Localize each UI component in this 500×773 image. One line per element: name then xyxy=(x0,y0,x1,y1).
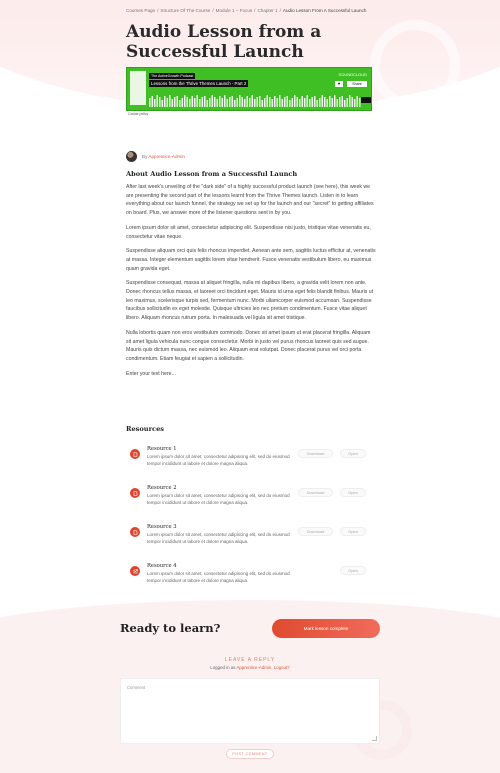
open-button[interactable]: Open xyxy=(340,449,366,458)
ready-heading: Ready to learn? xyxy=(120,621,221,635)
article-paragraph: Nulla lobortis quam non eros vestibulum commodo. Donec sit amet ipsum ut erat placerat fringilla. Aliquam sit amet ligula vehicula nunc congue consectetur. Morbi in justo vel purus rhoncus laoreet quis sed augue. Mauris quis dictum massa, nec euismod leo. Aliquam erat volutpat. Donec placerat purus vel orci porta condimentum. Etiam feugiat et sapien a sollicitudin. xyxy=(126,329,371,362)
soundcloud-player[interactable] xyxy=(126,67,372,116)
logout-link[interactable]: Logout? xyxy=(273,665,290,670)
resources-heading: Resources xyxy=(126,425,164,433)
resource-item xyxy=(126,523,376,562)
open-button[interactable]: Open xyxy=(340,488,366,497)
breadcrumb-current: Audio Lesson From A Successful Launch xyxy=(282,8,367,13)
avatar xyxy=(126,151,137,162)
document-icon xyxy=(130,488,140,498)
breadcrumb-separator: / xyxy=(212,8,214,13)
resource-description: Lorem ipsum dolor sit amet, consectetur adipiscing elit, sed do eiusmod tempor incididunt ut labore et dolore magna aliqua. xyxy=(147,571,290,583)
resource-description: Lorem ipsum dolor sit amet, consectetur adipiscing elit, sed do eiusmod tempor incididunt ut labore et dolore magna aliqua. xyxy=(147,493,290,505)
post-comment-button[interactable]: POST COMMENT xyxy=(226,749,274,759)
article-heading: About Audio Lesson from a Successful Launch xyxy=(126,170,298,178)
breadcrumb-link[interactable]: Structure Of The Course xyxy=(160,8,211,13)
resource-description: Lorem ipsum dolor sit amet, consectetur adipiscing elit, sed do eiusmod tempor incididunt ut labore et dolore magna aliqua. xyxy=(147,532,290,544)
resources-section xyxy=(126,425,376,601)
open-button[interactable]: Open xyxy=(340,527,366,536)
logged-prefix: Logged in as xyxy=(210,665,236,670)
article-paragraph: After last week's unveiling of the "dark side" of a highly successful product launch (see here), this week we are presenting the second part of the lessons learnt from the Thrive Themes launch. Listen in to learn everything about our launch funnel, the strategy we set up for the launch and our "secret" to getting affiliates on board. Plus, we answer more of the listener questions sent in by you. xyxy=(126,184,374,217)
resource-item xyxy=(126,445,376,484)
resource-title: Resource 4 xyxy=(147,563,177,569)
leave-reply-heading: LEAVE A REPLY xyxy=(224,657,276,663)
breadcrumb-link[interactable]: Module 1 – Focus xyxy=(215,8,253,13)
logged-sep: . xyxy=(271,665,273,670)
author-byline xyxy=(126,151,185,162)
soundcloud-logo[interactable]: SOUNDCLOUD xyxy=(338,72,367,77)
like-button[interactable]: ♥ xyxy=(335,81,343,87)
track-artwork xyxy=(130,71,146,105)
decorative-ring xyxy=(370,20,460,110)
share-button[interactable]: Share xyxy=(347,81,367,87)
resource-item xyxy=(126,562,376,601)
article-paragraph: Suspendisse consequat, massa at aliquet fringilla, nulla mi dapibus libero, a gravida velit lorem non ante. Donec rhoncus tellus massa, et laoreet orci tincidunt eget. Mauris id urna eget felis blandit finibus. Mauris ut leo maximus, scelerisque turpis sed, fermentum nunc. Morbi ullamcorper euismod accumsan. Suspendisse faucibus sollicitudin ex eget molestie. Quisque ultricies leo nec pretium condimentum. Fusce vitae aliquet libero. Aliquam rhoncus rutrum porta. In malesuada vel ligula sit amet tristique. xyxy=(126,280,374,322)
download-button[interactable]: Download xyxy=(298,527,333,536)
author-text xyxy=(142,154,185,159)
article-content xyxy=(126,170,376,384)
download-button[interactable]: Download xyxy=(298,488,333,497)
breadcrumb-link[interactable]: Chapter 1 xyxy=(257,8,278,13)
logged-in-status xyxy=(0,665,500,670)
resource-title: Resource 2 xyxy=(147,485,177,491)
resize-handle[interactable] xyxy=(372,736,377,741)
player-artist[interactable]: The ActiveGrowth Podcast xyxy=(151,74,194,78)
open-button[interactable]: Open xyxy=(340,566,366,575)
document-icon xyxy=(130,449,140,459)
mark-lesson-complete-button[interactable]: Mark lesson complete xyxy=(272,619,380,638)
waveform[interactable] xyxy=(149,93,371,107)
comment-textarea[interactable] xyxy=(120,678,380,744)
author-name[interactable]: Apprentice-Admin xyxy=(148,154,185,159)
article-paragraph: Suspendisse aliquam orci quis felis rhoncus imperdiet. Aenean ante sem, sagittis luctus efficitur at, venenatis at massa. Integer elementum sagittis lorem vitae hendrerit. Fusce venenatis vestibulum libero, eu maximus quam gravida eget. xyxy=(126,248,376,272)
comment-placeholder: Comment xyxy=(127,685,146,690)
breadcrumb-separator: / xyxy=(279,8,281,13)
resource-title: Resource 3 xyxy=(147,524,177,530)
breadcrumb-separator: / xyxy=(157,8,159,13)
breadcrumb-separator: / xyxy=(254,8,256,13)
resource-title: Resource 1 xyxy=(147,446,177,452)
breadcrumb-link[interactable]: Courses Page xyxy=(126,8,156,13)
logged-user-link[interactable]: Apprentice-Admin xyxy=(236,665,272,670)
document-icon xyxy=(130,527,140,537)
breadcrumb xyxy=(126,8,366,13)
resource-description: Lorem ipsum dolor sit amet, consectetur adipiscing elit, sed do eiusmod tempor incididunt ut labore et dolore magna aliqua. xyxy=(147,454,290,466)
page-title: Audio Lesson from a Successful Launch xyxy=(126,22,322,62)
external-link-icon xyxy=(130,566,140,576)
article-paragraph: Lorem ipsum dolor sit amet, consectetur adipiscing elit. Suspendisse nisi justo, tristique vitae venenatis eu, consectetur vitae neque. xyxy=(126,224,371,240)
author-prefix: By xyxy=(142,154,148,159)
resource-item xyxy=(126,484,376,523)
player-track-title[interactable]: Lessons from the Thrive Themes Launch - Part 2 xyxy=(151,81,247,86)
cookie-policy-link[interactable]: Cookie policy xyxy=(128,112,149,116)
article-paragraph: Enter your text here... xyxy=(126,370,176,377)
decorative-ring xyxy=(10,90,50,130)
download-button[interactable]: Download xyxy=(298,449,333,458)
